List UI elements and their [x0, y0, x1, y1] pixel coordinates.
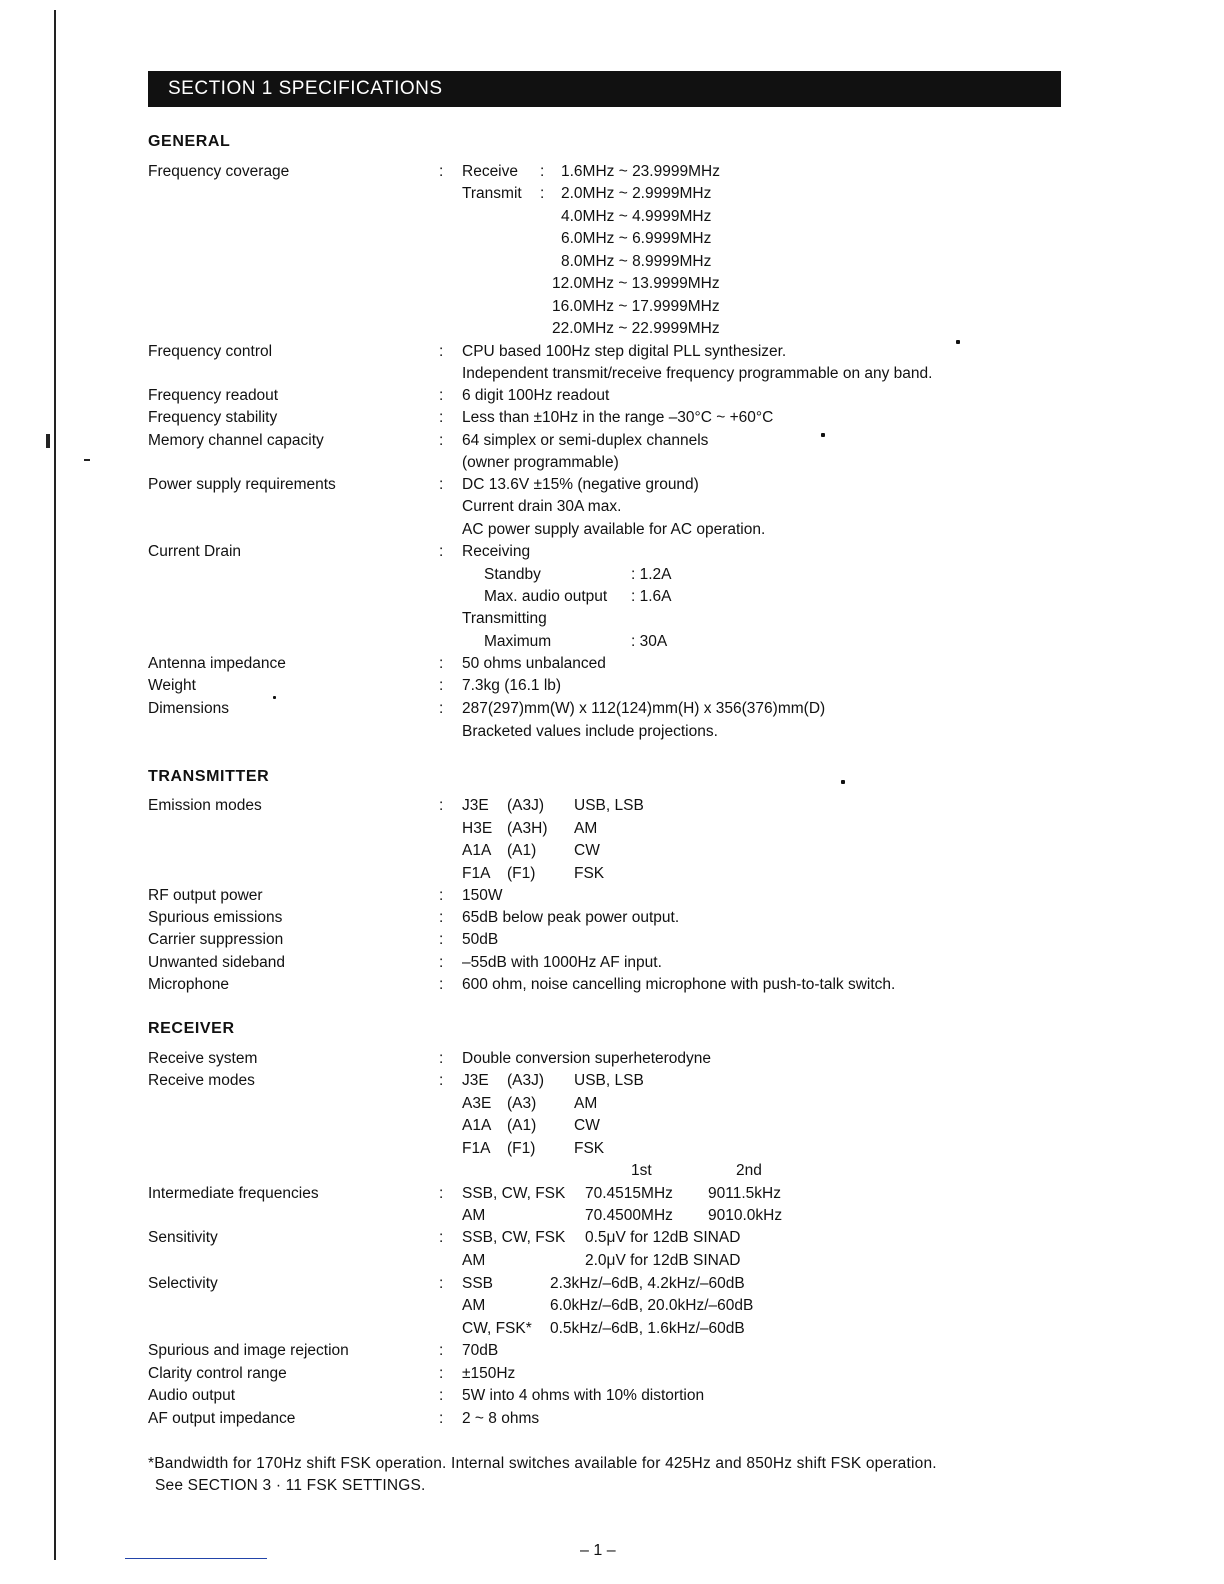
- if-first: 70.4500MHz: [585, 1207, 673, 1224]
- drain-receiving: Receiving: [462, 543, 531, 560]
- if-col-2nd: 2nd: [736, 1162, 762, 1179]
- mode-code: J3E: [462, 1072, 489, 1089]
- binder-tick-mark: [46, 434, 50, 448]
- drain-standby-value: : 1.2A: [631, 566, 672, 583]
- scan-speck: [821, 433, 825, 437]
- transmit-name: Transmit: [462, 185, 522, 202]
- mode-code: J3E: [462, 797, 489, 814]
- bottom-rule: [125, 1558, 267, 1559]
- drain-label: Current Drain: [148, 543, 242, 560]
- audio-output-value: 5W into 4 ohms with 10% distortion: [462, 1387, 705, 1404]
- mic-label: Microphone: [148, 976, 229, 993]
- colon: :: [439, 797, 444, 814]
- power-value-2: Current drain 30A max.: [462, 498, 622, 515]
- mode-old-code: (F1): [507, 1140, 536, 1157]
- if-second: 9011.5kHz: [708, 1185, 781, 1202]
- colon: :: [439, 976, 444, 993]
- transmitter-heading: TRANSMITTER: [148, 768, 270, 785]
- mode-name: USB, LSB: [574, 1072, 644, 1089]
- selectivity-value: 0.5kHz/–6dB, 1.6kHz/–60dB: [550, 1320, 745, 1337]
- receive-system-label: Receive system: [148, 1050, 258, 1067]
- spurious-value: 65dB below peak power output.: [462, 909, 680, 926]
- freq-readout-value: 6 digit 100Hz readout: [462, 387, 610, 404]
- mode-name: USB, LSB: [574, 797, 644, 814]
- colon: :: [439, 543, 444, 560]
- transmit-range: 16.0MHz ~ 17.9999MHz: [552, 298, 720, 315]
- mode-code: H3E: [462, 820, 493, 837]
- receive-sep: :: [540, 163, 545, 180]
- mode-code: A1A: [462, 1117, 492, 1134]
- sideband-label: Unwanted sideband: [148, 954, 286, 971]
- transmit-range: 4.0MHz ~ 4.9999MHz: [561, 208, 712, 225]
- sensitivity-value: 2.0μV for 12dB SINAD: [585, 1252, 741, 1269]
- general-heading: GENERAL: [148, 133, 231, 150]
- sideband-value: –55dB with 1000Hz AF input.: [462, 954, 662, 971]
- mic-value: 600 ohm, noise cancelling microphone with push-to-talk switch.: [462, 976, 896, 993]
- scan-speck: [841, 780, 845, 784]
- spurious-label: Spurious emissions: [148, 909, 283, 926]
- if-second: 9010.0kHz: [708, 1207, 783, 1224]
- if-mode: SSB, CW, FSK: [462, 1185, 566, 1202]
- selectivity-mode: CW, FSK*: [462, 1320, 532, 1337]
- emission-label: Emission modes: [148, 797, 262, 814]
- sensitivity-value: 0.5μV for 12dB SINAD: [585, 1229, 741, 1246]
- clarity-value: ±150Hz: [462, 1365, 516, 1382]
- colon: :: [439, 655, 444, 672]
- rf-power-label: RF output power: [148, 887, 263, 904]
- drain-maximum-value: : 30A: [631, 633, 668, 650]
- antenna-value: 50 ohms unbalanced: [462, 655, 606, 672]
- power-value: DC 13.6V ±15% (negative ground): [462, 476, 699, 493]
- receive-system-value: Double conversion superheterodyne: [462, 1050, 712, 1067]
- mode-name: CW: [574, 842, 600, 859]
- mode-old-code: (F1): [507, 865, 536, 882]
- power-value-3: AC power supply available for AC operation.: [462, 521, 766, 538]
- mode-old-code: (A3J): [507, 797, 545, 814]
- footnote-line-2: See SECTION 3 · 11 FSK SETTINGS.: [155, 1477, 426, 1494]
- power-label: Power supply requirements: [148, 476, 336, 493]
- memory-value-2: (owner programmable): [462, 454, 619, 471]
- dimensions-value-2: Bracketed values include projections.: [462, 723, 718, 740]
- mode-old-code: (A3): [507, 1095, 537, 1112]
- binder-edge-line: [54, 10, 56, 1560]
- colon: :: [439, 909, 444, 926]
- colon: :: [439, 931, 444, 948]
- if-first: 70.4515MHz: [585, 1185, 673, 1202]
- sensitivity-mode: SSB, CW, FSK: [462, 1229, 566, 1246]
- antenna-label: Antenna impedance: [148, 655, 286, 672]
- if-label: Intermediate frequencies: [148, 1185, 319, 1202]
- mode-name: FSK: [574, 1140, 605, 1157]
- mode-name: FSK: [574, 865, 605, 882]
- sensitivity-mode: AM: [462, 1252, 486, 1269]
- mode-old-code: (A1): [507, 1117, 537, 1134]
- transmit-range: 2.0MHz ~ 2.9999MHz: [561, 185, 712, 202]
- carrier-value: 50dB: [462, 931, 499, 948]
- mode-old-code: (A1): [507, 842, 537, 859]
- selectivity-value: 2.3kHz/–6dB, 4.2kHz/–60dB: [550, 1275, 745, 1292]
- if-col-1st: 1st: [631, 1162, 652, 1179]
- image-rejection-value: 70dB: [462, 1342, 499, 1359]
- transmit-range: 6.0MHz ~ 6.9999MHz: [561, 230, 712, 247]
- image-rejection-label: Spurious and image rejection: [148, 1342, 349, 1359]
- transmit-range: 12.0MHz ~ 13.9999MHz: [552, 275, 720, 292]
- memory-value: 64 simplex or semi-duplex channels: [462, 432, 709, 449]
- colon: :: [439, 1275, 444, 1292]
- section-banner: [148, 71, 1061, 107]
- colon: :: [439, 1387, 444, 1404]
- colon: :: [439, 1072, 444, 1089]
- selectivity-value: 6.0kHz/–6dB, 20.0kHz/–60dB: [550, 1297, 754, 1314]
- drain-standby-name: Standby: [484, 566, 541, 583]
- freq-readout-label: Frequency readout: [148, 387, 279, 404]
- memory-label: Memory channel capacity: [148, 432, 324, 449]
- sensitivity-label: Sensitivity: [148, 1229, 218, 1246]
- colon: :: [439, 409, 444, 426]
- colon: :: [439, 887, 444, 904]
- mode-name: CW: [574, 1117, 600, 1134]
- colon: :: [439, 954, 444, 971]
- scan-speck: [956, 340, 960, 344]
- selectivity-label: Selectivity: [148, 1275, 218, 1292]
- colon: :: [439, 343, 444, 360]
- weight-value: 7.3kg (16.1 lb): [462, 677, 562, 694]
- colon: :: [439, 387, 444, 404]
- selectivity-mode: SSB: [462, 1275, 494, 1292]
- audio-output-label: Audio output: [148, 1387, 236, 1404]
- footnote-line-1: *Bandwidth for 170Hz shift FSK operation. Internal switches available for 425Hz and 850Hz shift FSK operation.: [148, 1455, 937, 1472]
- page-number: – 1 –: [580, 1542, 616, 1559]
- freq-coverage-label: Frequency coverage: [148, 163, 290, 180]
- mode-code: A1A: [462, 842, 492, 859]
- colon: :: [439, 163, 444, 180]
- if-mode: AM: [462, 1207, 486, 1224]
- drain-maximum-name: Maximum: [484, 633, 552, 650]
- dimensions-label: Dimensions: [148, 700, 229, 717]
- colon: :: [439, 700, 444, 717]
- receive-modes-label: Receive modes: [148, 1072, 255, 1089]
- mode-old-code: (A3H): [507, 820, 548, 837]
- mode-old-code: (A3J): [507, 1072, 545, 1089]
- colon: :: [439, 1365, 444, 1382]
- mode-code: F1A: [462, 865, 491, 882]
- carrier-label: Carrier suppression: [148, 931, 284, 948]
- transmit-range: 22.0MHz ~ 22.9999MHz: [552, 320, 720, 337]
- freq-stability-value: Less than ±10Hz in the range –30°C ~ +60°C: [462, 409, 774, 426]
- mode-name: AM: [574, 820, 598, 837]
- drain-transmitting: Transmitting: [462, 610, 547, 627]
- colon: :: [439, 1342, 444, 1359]
- drain-maxaudio-value: : 1.6A: [631, 588, 672, 605]
- colon: :: [439, 432, 444, 449]
- margin-dash-mark: [84, 459, 90, 461]
- colon: :: [439, 1410, 444, 1427]
- colon: :: [439, 1050, 444, 1067]
- colon: :: [439, 476, 444, 493]
- drain-maxaudio-name: Max. audio output: [484, 588, 608, 605]
- transmit-sep: :: [540, 185, 545, 202]
- receiver-heading: RECEIVER: [148, 1020, 235, 1037]
- colon: :: [439, 677, 444, 694]
- freq-stability-label: Frequency stability: [148, 409, 278, 426]
- colon: :: [439, 1229, 444, 1246]
- af-impedance-label: AF output impedance: [148, 1410, 296, 1427]
- freq-control-label: Frequency control: [148, 343, 273, 360]
- freq-control-value-2: Independent transmit/receive frequency programmable on any band.: [462, 365, 933, 382]
- mode-code: A3E: [462, 1095, 492, 1112]
- dimensions-value: 287(297)mm(W) x 112(124)mm(H) x 356(376)mm(D): [462, 700, 826, 717]
- freq-control-value: CPU based 100Hz step digital PLL synthesizer.: [462, 343, 787, 360]
- receive-range: 1.6MHz ~ 23.9999MHz: [561, 163, 720, 180]
- mode-code: F1A: [462, 1140, 491, 1157]
- selectivity-mode: AM: [462, 1297, 486, 1314]
- receive-name: Receive: [462, 163, 518, 180]
- af-impedance-value: 2 ~ 8 ohms: [462, 1410, 540, 1427]
- weight-label: Weight: [148, 677, 196, 694]
- colon: :: [439, 1185, 444, 1202]
- mode-name: AM: [574, 1095, 598, 1112]
- rf-power-value: 150W: [462, 887, 503, 904]
- clarity-label: Clarity control range: [148, 1365, 287, 1382]
- section-title: SECTION 1 SPECIFICATIONS: [168, 78, 443, 99]
- transmit-range: 8.0MHz ~ 8.9999MHz: [561, 253, 712, 270]
- scan-speck: [273, 696, 276, 699]
